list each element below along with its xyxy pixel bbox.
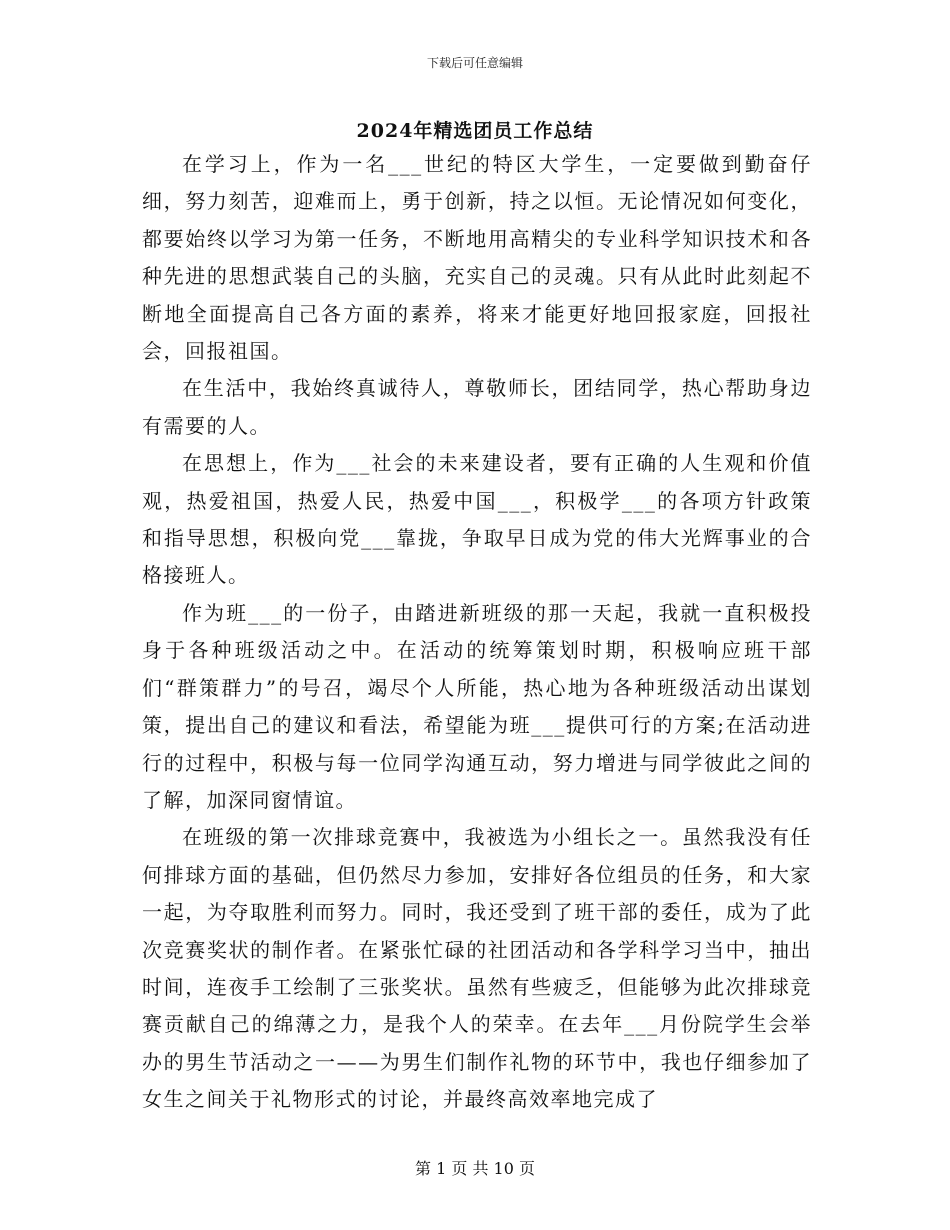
paragraph-thought: 在思想上，作为___社会的未来建设者，要有正确的人生观和价值观，热爱祖国，热爱人民，热爱中国___，积极学___的各项方针政策和指导思想，积极向党___靠拢，争取早日成为党的伟大光辉事业的合格接班人。 <box>142 451 812 588</box>
paragraph-study: 在学习上，作为一名___世纪的特区大学生，一定要做到勤奋仔细，努力刻苦，迎难而上，勇于创新，持之以恒。无论情况如何变化，都要始终以学习为第一任务，不断地用高精尖的专业科学知识技术和各种先进的思想武装自己的头脑，充实自己的灵魂。只有从此时此刻起不断地全面提高自己各方面的素养，将来才能更好地回报家庭，回报社会，回报祖国。 <box>142 152 812 364</box>
paragraph-life: 在生活中，我始终真诚待人，尊敬师长，团结同学，热心帮助身边有需要的人。 <box>142 376 812 438</box>
paragraph-volleyball: 在班级的第一次排球竞赛中，我被选为小组长之一。虽然我没有任何排球方面的基础，但仍然尽力参加，安排好各位组员的任务，和大家一起，为夺取胜利而努力。同时，我还受到了班干部的委任，成为了此次竞赛奖状的制作者。在紧张忙碌的社团活动和各学科学习当中，抽出时间，连夜手工绘制了三张奖状。虽然有些疲乏，但能够为此次排球竞赛贡献自己的绵薄之力，是我个人的荣幸。在去年___月份院学生会举办的男生节活动之一——为男生们制作礼物的环节中，我也仔细参加了女生之间关于礼物形式的讨论，并最终高效率地完成了 <box>142 825 812 1112</box>
document-body <box>142 146 812 1119</box>
document-title: 2024年精选团员工作总结 <box>356 120 594 142</box>
paragraph-class-member: 作为班___的一份子，由踏进新班级的那一天起，我就一直积极投身于各种班级活动之中。在活动的统筹策划时期，积极响应班干部们“群策群力”的号召，竭尽个人所能，热心地为各种班级活动出谋划策，提出自己的建议和看法，希望能为班___提供可行的方案;在活动进行的过程中，积极与每一位同学沟通互动，努力增进与同学彼此之间的了解，加深同窗情谊。 <box>142 600 812 812</box>
page-header-note: 下载后可任意编辑 <box>426 56 523 70</box>
page-footer: 第 1 页 共 10 页 <box>415 1159 535 1178</box>
